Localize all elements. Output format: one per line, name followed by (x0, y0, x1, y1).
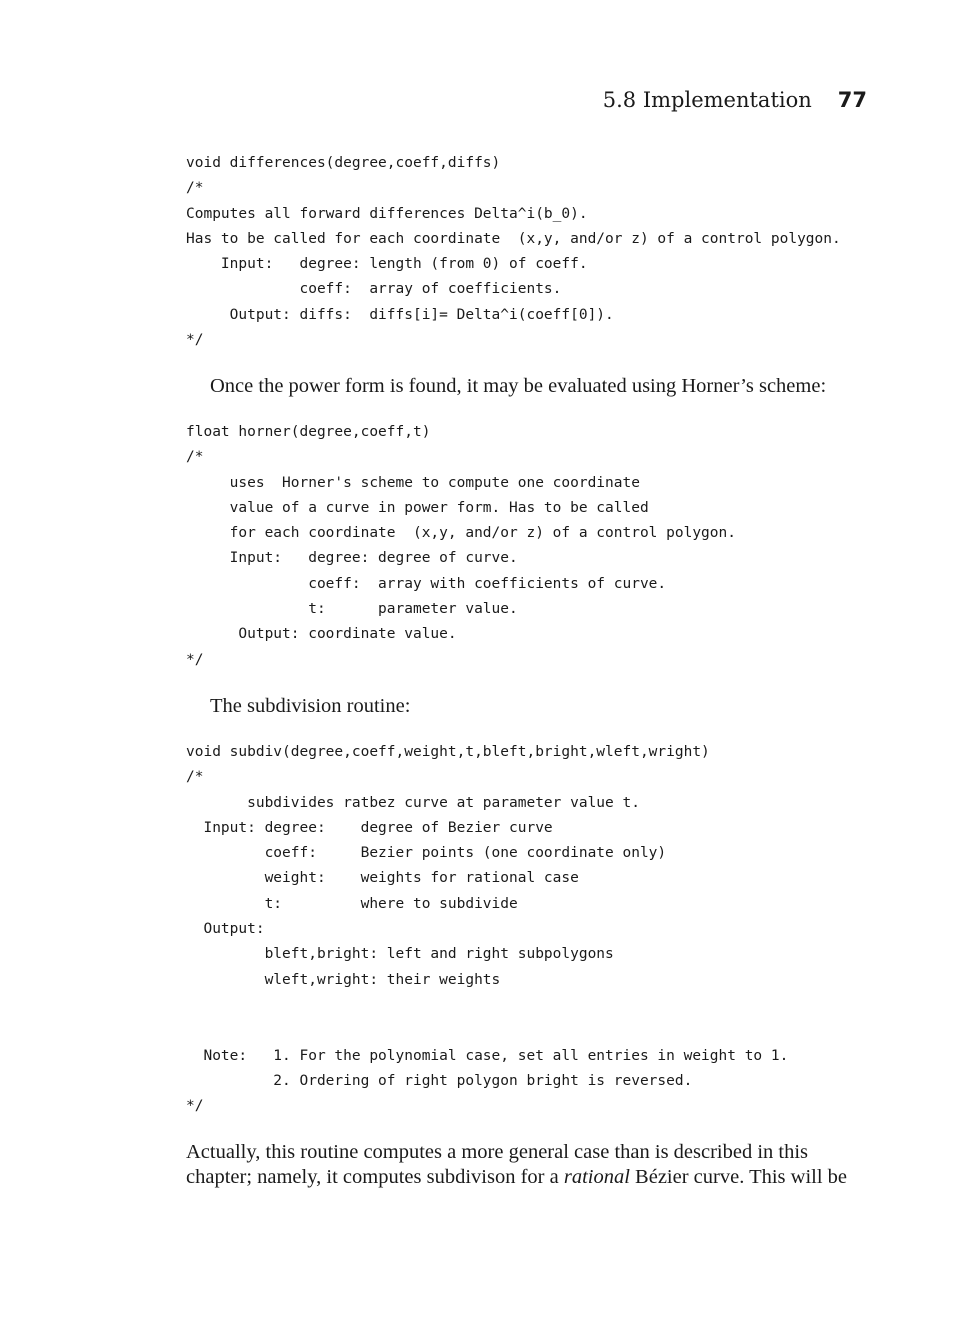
section-title: 5.8 Implementation (602, 88, 812, 112)
code-block-differences: void differences(degree,coeff,diffs) /* Computes all forward differences Delta^i(b_0). Has to be called for each coordinate (x,y, and/or z) of a control polygon. Input: degree: length (from 0) of coeff. coeff: array of coefficients. Output: diffs: diffs[i]= Delta^i(coeff[0]). */ (186, 155, 841, 349)
paragraph-subdiv-intro: The subdivision routine: (210, 695, 411, 717)
code-block-subdiv: void subdiv(degree,coeff,weight,t,bleft,bright,wleft,wright) /* subdivides ratbez curve at parameter value t. Input: degree: degree of Bezier curve coeff: Bezier points (one coordinate only) weight: weights for rational case t: where to subdivide Output: bleft,bright: left and right subpolygons wleft,wright: their weights Note: 1. For the polynomial case, set all entries in weight to 1. 2. Ordering of right polygon bright is reversed. */ (186, 744, 789, 1115)
closing-text-before: chapter; namely, it computes subdivison for a (186, 1166, 564, 1188)
paragraph-horner-intro: Once the power form is found, it may be evaluated using Horner’s scheme: (210, 375, 827, 397)
running-header (0, 88, 867, 112)
paragraph-closing-line-1: Actually, this routine computes a more general case than is described in this (186, 1141, 809, 1163)
paragraph-closing-line-2 (186, 1164, 847, 1190)
page-number: 77 (837, 88, 867, 112)
code-block-horner: float horner(degree,coeff,t) /* uses Horner's scheme to compute one coordinate value of a curve in power form. Has to be called for each coordinate (x,y, and/or z) of a control polygon. Input: degree: degree of curve. coeff: array with coefficients of curve. t: parameter value. Output: coordinate value. */ (186, 424, 736, 668)
closing-italic-word: rational (563, 1166, 630, 1188)
closing-text-after: Bézier curve. This will be (629, 1166, 848, 1188)
